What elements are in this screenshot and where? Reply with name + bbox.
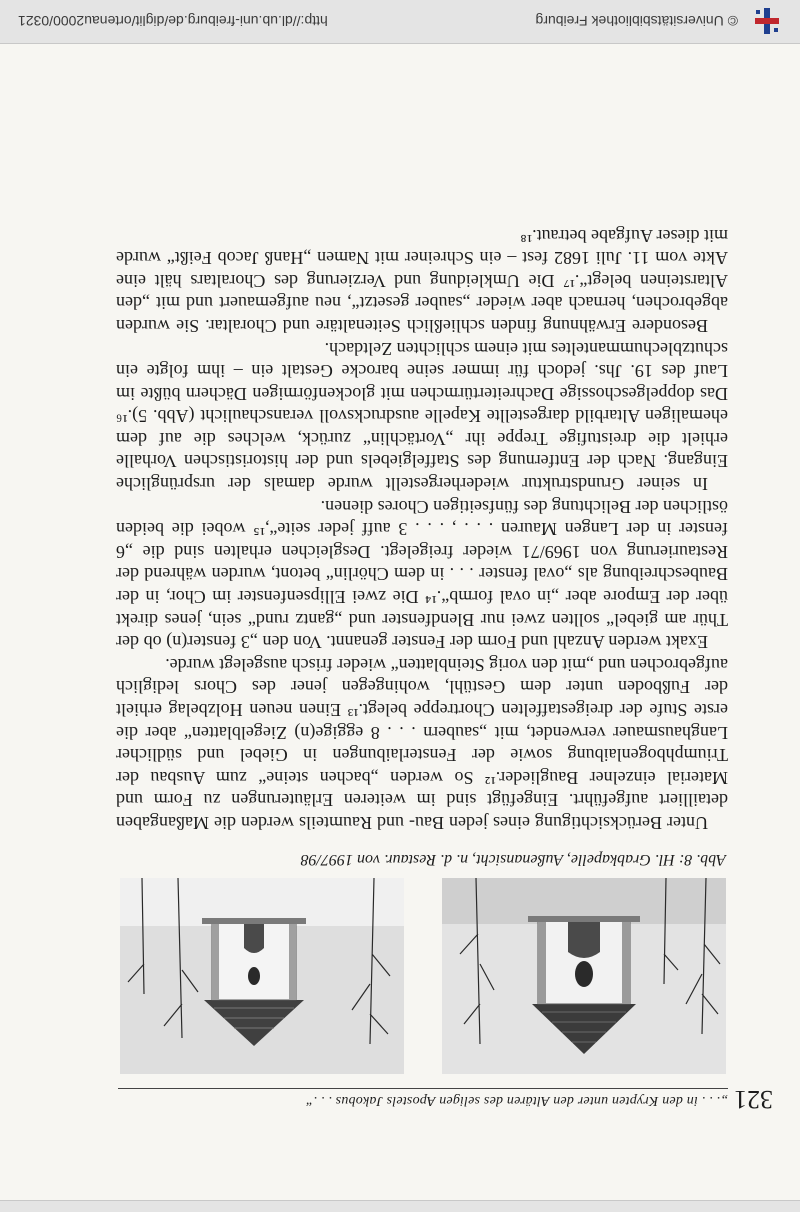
viewer-header [0,0,800,44]
photo-pair [120,878,726,1074]
copyright-notice: © Universitätsbibliothek Freiburg [535,13,738,30]
paragraph: Unter Berücksichtigung eines jeden Bau- und Raumteils werden die Maßangaben detailliert aufgeführt. Eingefügt sind im weiteren Erläuterungen zu Form und Material einzelner Bauglieder.¹² So werden „bachen steine“ zum Ausbau der Triumphbogenlaibung sowie der Fensterlaibungen in Giebel und südlicher Langhausmauer verwendet, mit „saubern . . . 8 eggige(n) Ziegelblatten“ aber die erste Stufe der dreigestaffelten Chortreppe belegt.¹³ Einen neuen Holzbelag erhielt der Fußboden unter dem Gestühl, wohingegen jener des Chors lediglich aufgebrochen und „mit den vorig Steinblatten“ wieder frisch ausgelegt wurde. [116,654,728,833]
viewer-footer [0,1200,800,1212]
page-number: 321 [734,1085,773,1114]
chapel-photo-right [120,878,404,1074]
figure-caption: Abb. 8: Hl. Grabkapelle, Außenansicht, n. d. Restaur. von 1997/98 [300,851,726,868]
chapel-photo-left [442,878,726,1074]
scanned-page [0,44,800,1200]
university-library-logo-icon [752,7,782,37]
paragraph: In seiner Grundstruktur wiederhergestellt wurde damals der ursprüngliche Eingang. Nach der Entfernung des Staffelgiebels und der historistischen Vorhalle erhielt die dreistufige Treppe ihr „Vortächlin“ zurück, welches die auf dem ehemaligen Altarbild dargestellte Kapelle ausdrucksvoll veranschaulicht (Abb. 5).¹⁶ Das doppelgeschossige Dachreitertürmchen mit glockenförmigen Dächern büßte im Lauf des 19. Jhs. jedoch für immer seine barocke Gestalt ein – ihm folgte ein schutzblechummanteltes mit einem schlichten Zeltdach. [116,338,728,495]
body-text [116,224,728,834]
page-url[interactable]: http://dl.ub.uni-freiburg.de/diglit/ortenau2000/0321 [18,13,328,30]
paragraph: Exakt werden Anzahl und Form der Fenster genannt. Von den „3 fenster(n) ob der Thür am giebel“ sollten zwei nur Blendfenster und „gantz rund“ sein, jenes direkt über der Empore aber „in oval formb“.¹⁴ Die zwei Ellipsenfenster im Chor, in der Baubeschreibung als „oval fenster . . . in dem Chörlin“ betont, wurden während der Restaurierung von 1969/71 wieder freigelegt. Desgleichen erhalten sind die „6 fenster in der Langen Mauren . . . , . . . 3 auff jeder seite“,¹⁵ wobei die beiden östlichen der Belichtung des fünfseitigen Chores dienen. [116,496,728,653]
running-head: „. . . in den Krypten unter den Altären des seligen Apostels Jakobus . . .“ [118,1088,728,1108]
paragraph: Besondere Erwähnung finden schließlich Seitenaltäre und Choraltar. Sie wurden abgebrochen, hernach aber wieder „sauber gesetzt“, neu aufgemauert und mit „den Altarsteinen belegt“.¹⁷ Die Umkleidung und Verzierung des Choraltars hält eine Akte vom 11. Juli 1682 fest – ein Schreiner mit Namen „Hanß Jacob Feißt“ wurde mit dieser Aufgabe betraut.¹⁸ [116,225,728,336]
